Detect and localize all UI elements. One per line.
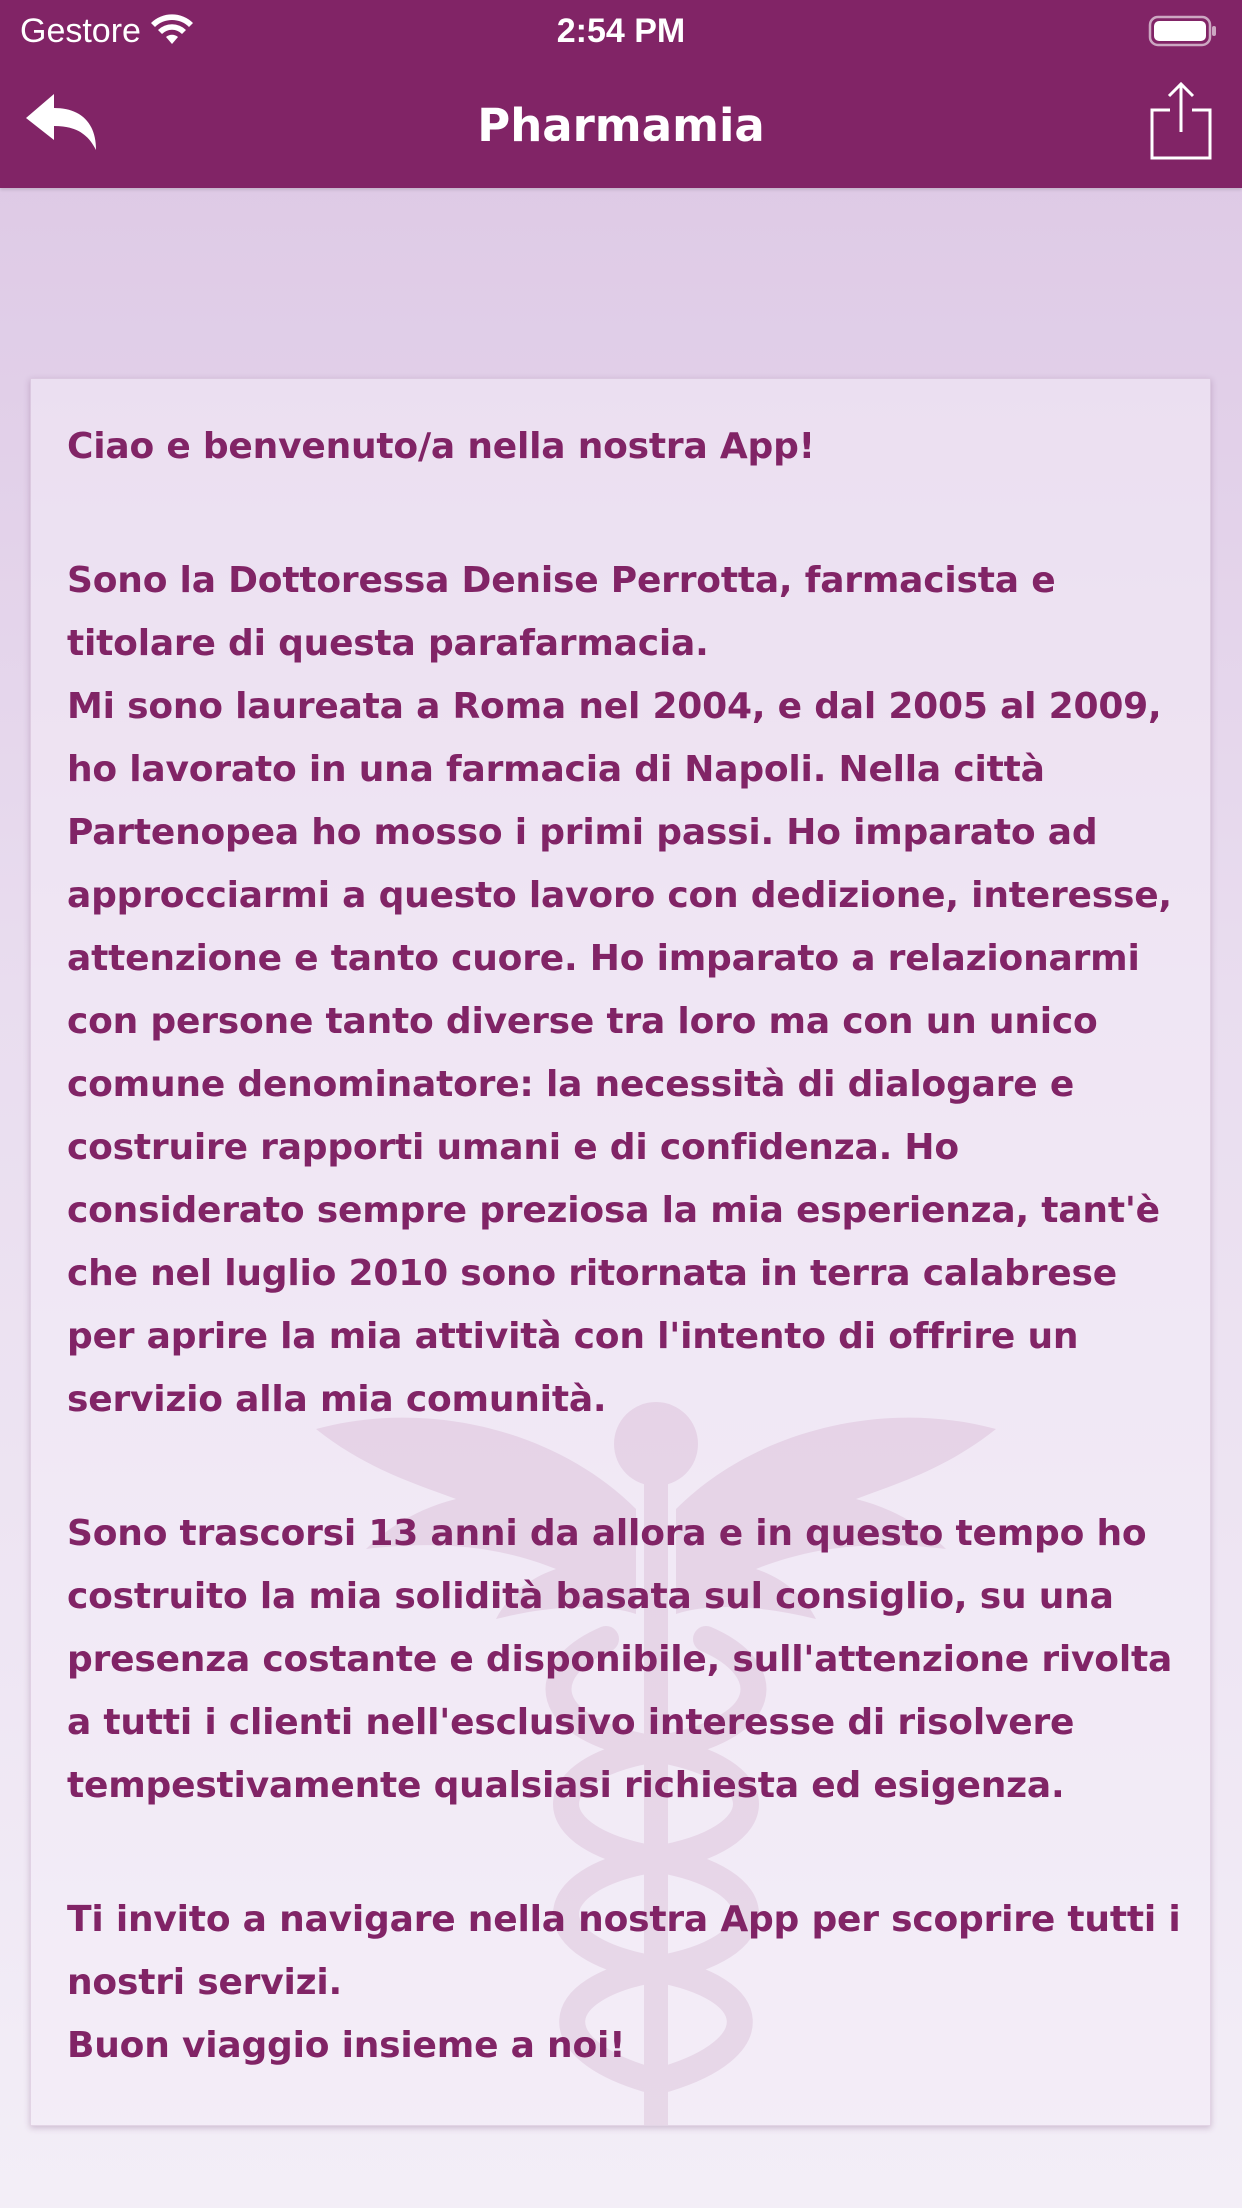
carrier-name: Gestore xyxy=(20,12,141,50)
intro-paragraph: Sono la Dottoressa Denise Perrotta, farmacista e titolare di questa parafarmacia. xyxy=(67,560,1056,664)
career-paragraph: Mi sono laureata a Roma nel 2004, e dal 2005 al 2009, ho lavorato in una farmacia di Napoli. Nella città Partenopea ho mosso i primi passi. Ho imparato ad approcciarmi a questo lavoro con dedizione, interesse, attenzione e tanto cuore. Ho imparato a relazionarmi con persone tanto diverse tra loro ma con un unico comune denominatore: la necessità di dialogare e costruire rapporti umani e di confidenza. Ho considerato sempre preziosa la mia esperienza, tant'è che nel luglio 2010 sono ritornata in terra calabrese per aprire la mia attività con l'intento di offrire un servizio alla mia comunità. xyxy=(67,686,1172,1420)
invite-paragraph: Ti invito a navigare nella nostra App per scoprire tutti i nostri servizi. xyxy=(67,1899,1181,2003)
page-title: Pharmamia xyxy=(477,99,765,152)
battery-icon xyxy=(1148,14,1218,48)
welcome-text xyxy=(67,415,1187,2077)
status-time: 2:54 PM xyxy=(556,12,686,50)
welcome-card xyxy=(30,378,1211,2126)
greeting-text: Ciao e benvenuto/a nella nostra App! xyxy=(67,426,815,467)
share-icon[interactable] xyxy=(1148,80,1214,162)
status-bar xyxy=(0,0,1242,62)
farewell-text: Buon viaggio insieme a noi! xyxy=(67,2025,626,2066)
app-header xyxy=(0,0,1242,188)
history-paragraph: Sono trascorsi 13 anni da allora e in questo tempo ho costruito la mia solidità basata sul consiglio, su una presenza costante e disponibile, sull'attenzione rivolta a tutti i clienti nell'esclusivo interesse di risolvere tempestivamente qualsiasi richiesta ed esigenza. xyxy=(67,1513,1173,1806)
navigation-bar xyxy=(0,62,1242,188)
